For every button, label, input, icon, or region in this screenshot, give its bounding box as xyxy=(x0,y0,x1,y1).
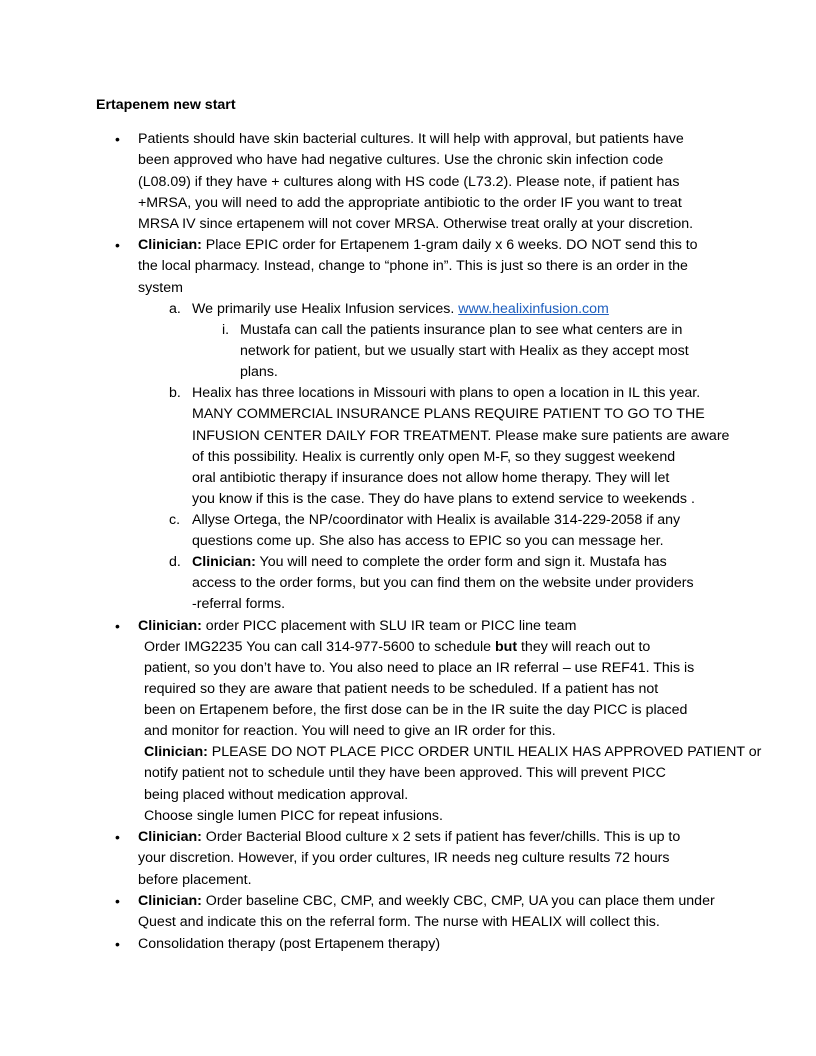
item3-line: been on Ertapenem before, the first dose can be in the IR suite the day PICC is placed xyxy=(144,702,688,718)
sub-c-marker: c. xyxy=(169,512,181,528)
item3-text: order PICC placement with SLU IR team or PICC line team xyxy=(201,618,577,634)
item5-text: Order baseline CBC, CMP, and weekly CBC, CMP, UA you can place them under xyxy=(201,893,715,909)
item2-text: Place EPIC order for Ertapenem 1-gram daily x 6 weeks. DO NOT send this to xyxy=(201,237,698,253)
sub-b-marker: b. xyxy=(169,385,181,401)
bullet-6: • xyxy=(115,936,120,952)
sub-d-line: access to the order forms, but you can find them on the website under providers xyxy=(192,575,694,591)
item2-line xyxy=(138,237,698,253)
item5-line: Quest and indicate this on the referral form. The nurse with HEALIX will collect this. xyxy=(138,914,660,930)
item3-line xyxy=(144,639,650,655)
item2-line: the local pharmacy. Instead, change to “phone in”. This is just so there is an order in the xyxy=(138,258,688,274)
sub-a-line xyxy=(192,301,609,317)
sub-b-line: you know if this is the case. They do have plans to extend service to weekends . xyxy=(192,491,695,507)
bullet-5: • xyxy=(115,893,120,909)
item4-text: Order Bacterial Blood culture x 2 sets if patient has fever/chills. This is up to xyxy=(201,829,681,845)
sub-b-line: MANY COMMERCIAL INSURANCE PLANS REQUIRE PATIENT TO GO TO THE xyxy=(192,406,705,422)
sub-b-line: of this possibility. Healix is currently only open M-F, so they suggest weekend xyxy=(192,449,676,465)
sub-d-marker: d. xyxy=(169,554,181,570)
clinician-label: Clinician: xyxy=(144,744,208,760)
item3-line: required so they are aware that patient needs to be scheduled. If a patient has not xyxy=(144,681,659,697)
item4-line xyxy=(138,829,680,845)
item4-line: your discretion. However, if you order cultures, IR needs neg culture results 72 hours xyxy=(138,850,670,866)
clinician-label: Clinician: xyxy=(138,893,202,909)
item3-bold-but: but xyxy=(494,639,518,655)
item5-line xyxy=(138,893,715,909)
sub-i-line: plans. xyxy=(240,364,278,380)
item1-line: MRSA IV since ertapenem will not cover MRSA. Otherwise treat orally at your discretion. xyxy=(138,216,694,232)
item1-line: (L08.09) if they have + cultures along with HS code (L73.2). Please note, if patient has xyxy=(138,174,680,190)
sub-c-line: questions come up. She also has access to EPIC so you can message her. xyxy=(192,533,664,549)
clinician-label: Clinician: xyxy=(138,237,202,253)
sub-b-line: oral antibiotic therapy if insurance does not allow home therapy. They will let xyxy=(192,470,670,486)
item4-line: before placement. xyxy=(138,872,252,888)
clinician-label: Clinician: xyxy=(138,829,202,845)
item1-line: Patients should have skin bacterial cultures. It will help with approval, but patients have xyxy=(138,131,684,147)
bullet-2: • xyxy=(115,237,120,253)
sub-b-line: Healix has three locations in Missouri with plans to open a location in IL this year. xyxy=(192,385,701,401)
sub-d-text: You will need to complete the order form and sign it. Mustafa has xyxy=(255,554,667,570)
item2-line: system xyxy=(138,280,183,296)
item3-line: and monitor for reaction. You will need to give an IR order for this. xyxy=(144,723,556,739)
item1-line: been approved who have had negative cultures. Use the chronic skin infection code xyxy=(138,152,664,168)
item3-line: Choose single lumen PICC for repeat infusions. xyxy=(144,808,443,824)
document-title: Ertapenem new start xyxy=(96,97,236,113)
sub-d-line: -referral forms. xyxy=(192,596,286,612)
sub-i-line: Mustafa can call the patients insurance plan to see what centers are in xyxy=(240,322,683,338)
clinician-label: Clinician: xyxy=(138,618,202,634)
item3-line: patient, so you don’t have to. You also need to place an IR referral – use REF41. This is xyxy=(144,660,695,676)
item3-order-text: Order IMG2235 You can call 314-977-5600 to schedule xyxy=(144,639,495,655)
sub-b-line: INFUSION CENTER DAILY FOR TREATMENT. Please make sure patients are aware xyxy=(192,428,730,444)
item3-line xyxy=(144,744,761,760)
healix-website-link[interactable]: www.healixinfusion.com xyxy=(458,301,609,317)
item3-line: notify patient not to schedule until they have been approved. This will prevent PICC xyxy=(144,765,666,781)
sub-c-line: Allyse Ortega, the NP/coordinator with Healix is available 314-229-2058 if any xyxy=(192,512,681,528)
bullet-1: • xyxy=(115,131,120,147)
item3-warning-text: PLEASE DO NOT PLACE PICC ORDER UNTIL HEALIX HAS APPROVED PATIENT or xyxy=(207,744,762,760)
item6-line: Consolidation therapy (post Ertapenem therapy) xyxy=(138,936,441,952)
bullet-4: • xyxy=(115,829,120,845)
sub-i-marker: i. xyxy=(222,322,230,338)
item3-line xyxy=(138,618,576,634)
bullet-3: • xyxy=(115,618,120,634)
item3-order-text-end: they will reach out to xyxy=(517,639,651,655)
clinician-label: Clinician: xyxy=(192,554,256,570)
sub-a-text: We primarily use Healix Infusion services. xyxy=(192,301,459,317)
item1-line: +MRSA, you will need to add the appropriate antibiotic to the order IF you want to treat xyxy=(138,195,682,211)
sub-d-line xyxy=(192,554,667,570)
item3-line: being placed without medication approval. xyxy=(144,787,409,803)
sub-i-line: network for patient, but we usually start with Healix as they accept most xyxy=(240,343,689,359)
sub-a-marker: a. xyxy=(169,301,181,317)
